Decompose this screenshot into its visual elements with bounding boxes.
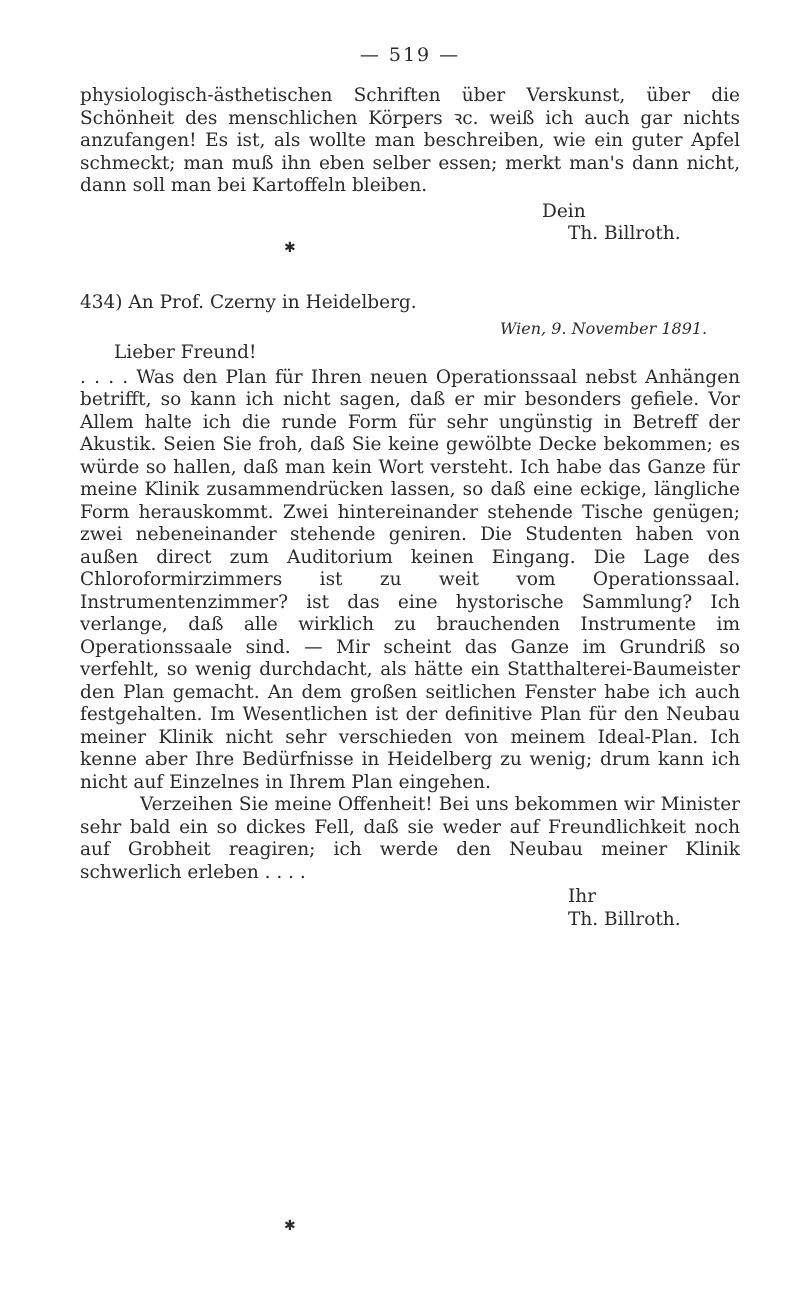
page-number: — 519 — (359, 44, 461, 66)
letter-paragraph-1: . . . . Was den Plan für Ihren neuen Operationssaal nebst Anhängen betrifft, so kann ich nicht sagen, daß er mir besonders gefiele. Vor Allem halte ich die runde Form für sehr ungünstig in Betreff der Akustik. Seien Sie froh, daß Sie keine gewölbte Decke bekommen; es würde so hallen, daß man kein Wort versteht. Ich habe das Ganze für meine Klinik zusammendrücken lassen, so daß eine eckige, längliche Form herauskommt. Zwei hintereinander stehende Tische genügen; zwei nebeneinander stehende geniren. Die Studenten haben von außen direct zum Auditorium keinen Eingang. Die Lage des Chloroformirzimmers ist zu weit vom Operationssaal. Instrumentenzimmer? ist das eine hystorische Sammlung? Ich verlange, daß alle wirklich zu brauchenden Instrumente im Operationssaale sind. — Mir scheint das Ganze im Grundriß so verfehlt, so wenig durchdacht, als hätte ein Statthalterei-Baumeister den Plan gemacht. An dem großen seitlichen Fenster habe ich auch festgehalten. Im Wesentlichen ist der definitive Plan für den Neubau meiner Klinik nicht sehr verschieden von meinem Ideal-Plan. Ich kenne aber Ihre Bedürfnisse in Heidelberg zu wenig; drum kann ich nicht auf Einzelnes in Ihrem Plan eingehen. (80, 366, 740, 793)
separator-star: ✱ (284, 240, 296, 256)
letter-closing: Ihr (568, 886, 597, 907)
letter-heading: 434) An Prof. Czerny in Heidelberg. (80, 292, 417, 313)
letter-signature: Th. Billroth. (568, 908, 681, 930)
letter-paragraph-2: Verzeihen Sie meine Offenheit! Bei uns bekommen wir Minister sehr bald ein so dickes Fell, daß sie weder auf Freundlichkeit noch auf Grobheit reagiren; ich werde den Neubau meiner Klinik schwerlich erleben . . . . (80, 794, 740, 883)
letter-1-signature: Th. Billroth. (568, 223, 681, 244)
separator-star-end: ✱ (284, 1218, 296, 1234)
letter-1 (80, 85, 740, 246)
letter-salutation: Lieber Freund! (114, 342, 257, 363)
letter-dateline: Wien, 9. November 1891. (500, 319, 708, 338)
letter-1-closing: Dein (542, 200, 586, 222)
letter-1-text: physiologisch-ästhetischen Schriften über Verskunst, über die Schönheit des menschlichen Körpers ꝛc. weiß ich auch gar nichts anzufangen! Es ist, als wollte man beschreiben, wie ein guter Apfel schmeckt; man muß ihn eben selber essen; merkt man's dann nicht, dann soll man bei Kartoffeln bleiben. (80, 85, 740, 196)
letter-434 (80, 292, 740, 931)
